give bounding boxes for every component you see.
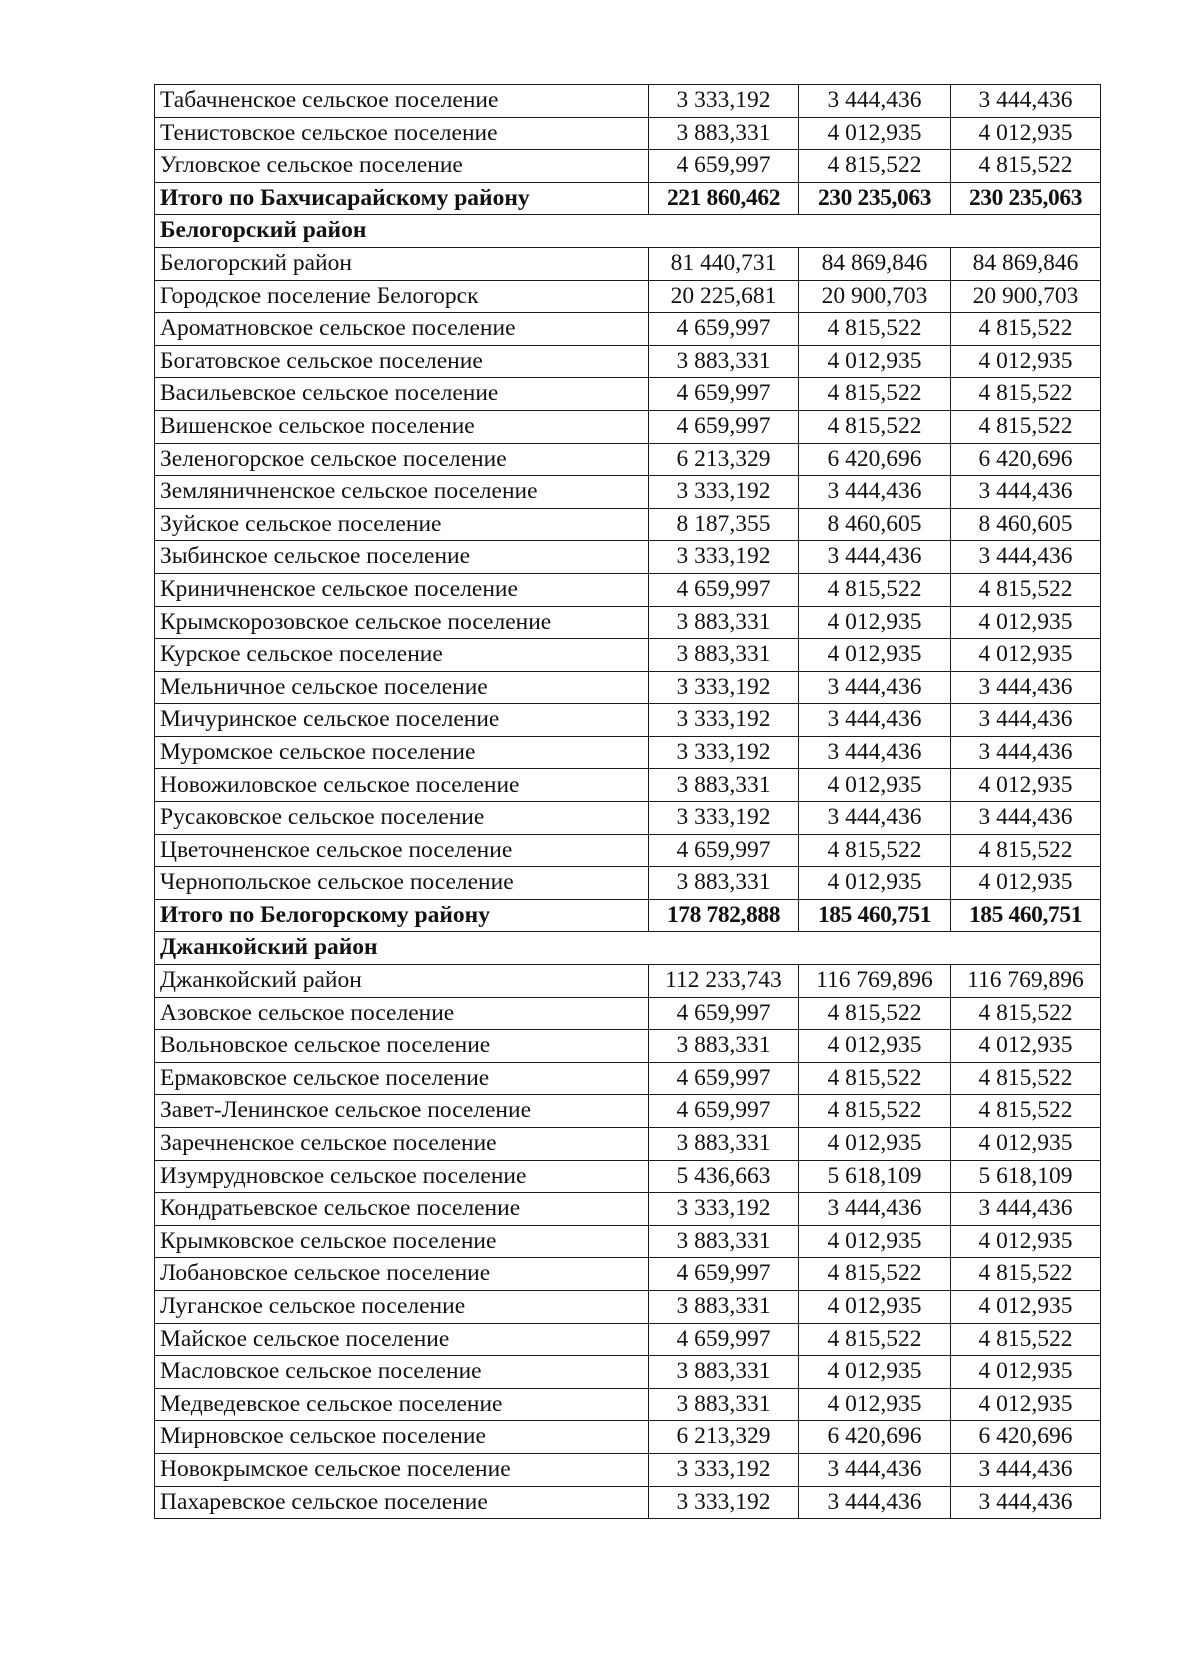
settlement-name: Ермаковское сельское поселение bbox=[155, 1062, 649, 1095]
settlement-row bbox=[155, 117, 1101, 150]
amount-2: 4 012,935 bbox=[799, 1388, 951, 1421]
settlement-row bbox=[155, 150, 1101, 183]
settlement-row bbox=[155, 671, 1101, 704]
settlement-row bbox=[155, 867, 1101, 900]
amount-2: 3 444,436 bbox=[799, 541, 951, 574]
total-amount-2: 185 460,751 bbox=[799, 899, 951, 932]
amount-1: 3 883,331 bbox=[649, 867, 799, 900]
amount-1: 4 659,997 bbox=[649, 1323, 799, 1356]
amount-2: 4 815,522 bbox=[799, 150, 951, 183]
amount-1: 3 333,192 bbox=[649, 704, 799, 737]
amount-1: 4 659,997 bbox=[649, 997, 799, 1030]
amount-1: 3 883,331 bbox=[649, 1128, 799, 1161]
amount-2: 4 815,522 bbox=[799, 834, 951, 867]
amount-2: 4 815,522 bbox=[799, 1062, 951, 1095]
settlement-row bbox=[155, 280, 1101, 313]
settlement-name: Чернопольское сельское поселение bbox=[155, 867, 649, 900]
settlement-name: Новожиловское сельское поселение bbox=[155, 769, 649, 802]
amount-2: 4 012,935 bbox=[799, 606, 951, 639]
amount-2: 3 444,436 bbox=[799, 85, 951, 118]
settlement-name: Мирновское сельское поселение bbox=[155, 1421, 649, 1454]
settlement-row bbox=[155, 247, 1101, 280]
settlement-row bbox=[155, 1062, 1101, 1095]
amount-3: 4 815,522 bbox=[951, 1095, 1101, 1128]
settlement-name: Зыбинское сельское поселение bbox=[155, 541, 649, 574]
amount-3: 4 815,522 bbox=[951, 313, 1101, 346]
amount-3: 3 444,436 bbox=[951, 85, 1101, 118]
settlement-row bbox=[155, 639, 1101, 672]
amount-3: 4 012,935 bbox=[951, 117, 1101, 150]
amount-2: 84 869,846 bbox=[799, 247, 951, 280]
settlement-name: Новокрымское сельское поселение bbox=[155, 1453, 649, 1486]
settlement-row bbox=[155, 508, 1101, 541]
settlement-name: Русаковское сельское поселение bbox=[155, 802, 649, 835]
amount-3: 4 815,522 bbox=[951, 1062, 1101, 1095]
amount-2: 3 444,436 bbox=[799, 671, 951, 704]
settlement-name: Васильевское сельское поселение bbox=[155, 378, 649, 411]
settlement-name: Муромское сельское поселение bbox=[155, 736, 649, 769]
total-label: Итого по Бахчисарайскому району bbox=[155, 182, 649, 215]
amount-2: 3 444,436 bbox=[799, 1453, 951, 1486]
settlement-row bbox=[155, 1486, 1101, 1519]
amount-2: 4 012,935 bbox=[799, 345, 951, 378]
amount-3: 4 815,522 bbox=[951, 1323, 1101, 1356]
amount-1: 3 883,331 bbox=[649, 345, 799, 378]
amount-1: 3 333,192 bbox=[649, 671, 799, 704]
amount-2: 6 420,696 bbox=[799, 1421, 951, 1454]
amount-1: 3 333,192 bbox=[649, 736, 799, 769]
settlement-row bbox=[155, 573, 1101, 606]
amount-3: 4 815,522 bbox=[951, 573, 1101, 606]
settlement-name: Табачненское сельское поселение bbox=[155, 85, 649, 118]
amount-2: 3 444,436 bbox=[799, 736, 951, 769]
amount-3: 4 012,935 bbox=[951, 769, 1101, 802]
amount-2: 4 012,935 bbox=[799, 1290, 951, 1323]
settlement-row bbox=[155, 834, 1101, 867]
settlement-row bbox=[155, 1421, 1101, 1454]
amount-3: 6 420,696 bbox=[951, 1421, 1101, 1454]
settlement-name: Вольновское сельское поселение bbox=[155, 1030, 649, 1063]
amount-3: 4 012,935 bbox=[951, 606, 1101, 639]
settlement-name: Крымковское сельское поселение bbox=[155, 1225, 649, 1258]
amount-3: 3 444,436 bbox=[951, 1453, 1101, 1486]
amount-1: 3 883,331 bbox=[649, 606, 799, 639]
amount-1: 3 883,331 bbox=[649, 639, 799, 672]
settlement-row bbox=[155, 1030, 1101, 1063]
settlement-row bbox=[155, 704, 1101, 737]
amount-2: 4 012,935 bbox=[799, 1225, 951, 1258]
amount-2: 4 815,522 bbox=[799, 313, 951, 346]
settlement-row bbox=[155, 313, 1101, 346]
amount-1: 4 659,997 bbox=[649, 834, 799, 867]
amount-3: 5 618,109 bbox=[951, 1160, 1101, 1193]
total-amount-3: 185 460,751 bbox=[951, 899, 1101, 932]
amount-3: 20 900,703 bbox=[951, 280, 1101, 313]
settlement-name: Кондратьевское сельское поселение bbox=[155, 1193, 649, 1226]
settlement-name: Вишенское сельское поселение bbox=[155, 410, 649, 443]
settlement-name: Зуйское сельское поселение bbox=[155, 508, 649, 541]
settlement-name: Лобановское сельское поселение bbox=[155, 1258, 649, 1291]
settlement-name: Угловское сельское поселение bbox=[155, 150, 649, 183]
settlement-name: Крымскорозовское сельское поселение bbox=[155, 606, 649, 639]
amount-3: 8 460,605 bbox=[951, 508, 1101, 541]
amount-3: 4 012,935 bbox=[951, 345, 1101, 378]
settlement-row bbox=[155, 410, 1101, 443]
settlement-row bbox=[155, 997, 1101, 1030]
settlement-row bbox=[155, 378, 1101, 411]
settlement-row bbox=[155, 802, 1101, 835]
amount-2: 4 012,935 bbox=[799, 1128, 951, 1161]
amount-2: 3 444,436 bbox=[799, 476, 951, 509]
amount-3: 3 444,436 bbox=[951, 802, 1101, 835]
settlement-name: Криничненское сельское поселение bbox=[155, 573, 649, 606]
amount-1: 20 225,681 bbox=[649, 280, 799, 313]
amount-2: 4 012,935 bbox=[799, 867, 951, 900]
amount-1: 5 436,663 bbox=[649, 1160, 799, 1193]
amount-3: 4 012,935 bbox=[951, 1030, 1101, 1063]
amount-1: 4 659,997 bbox=[649, 1258, 799, 1291]
settlement-row bbox=[155, 1356, 1101, 1389]
district-total-row bbox=[155, 182, 1101, 215]
settlement-row bbox=[155, 443, 1101, 476]
settlement-name: Цветочненское сельское поселение bbox=[155, 834, 649, 867]
settlement-row bbox=[155, 1388, 1101, 1421]
amount-1: 4 659,997 bbox=[649, 378, 799, 411]
settlement-name: Медведевское сельское поселение bbox=[155, 1388, 649, 1421]
settlement-name: Майское сельское поселение bbox=[155, 1323, 649, 1356]
amount-1: 3 883,331 bbox=[649, 769, 799, 802]
amount-3: 116 769,896 bbox=[951, 965, 1101, 998]
settlement-name: Мельничное сельское поселение bbox=[155, 671, 649, 704]
settlement-row bbox=[155, 1453, 1101, 1486]
amount-2: 4 815,522 bbox=[799, 1258, 951, 1291]
amount-1: 4 659,997 bbox=[649, 1062, 799, 1095]
amount-1: 3 883,331 bbox=[649, 117, 799, 150]
district-section-title: Белогорский район bbox=[155, 215, 1101, 248]
total-amount-3: 230 235,063 bbox=[951, 182, 1101, 215]
amount-1: 3 333,192 bbox=[649, 541, 799, 574]
settlement-name: Тенистовское сельское поселение bbox=[155, 117, 649, 150]
settlement-row bbox=[155, 1193, 1101, 1226]
total-amount-2: 230 235,063 bbox=[799, 182, 951, 215]
settlement-name: Земляничненское сельское поселение bbox=[155, 476, 649, 509]
amount-3: 4 012,935 bbox=[951, 1290, 1101, 1323]
amount-2: 20 900,703 bbox=[799, 280, 951, 313]
amount-3: 4 815,522 bbox=[951, 834, 1101, 867]
settlement-row bbox=[155, 1258, 1101, 1291]
settlement-row bbox=[155, 1225, 1101, 1258]
settlement-name: Городское поселение Белогорск bbox=[155, 280, 649, 313]
settlement-name: Масловское сельское поселение bbox=[155, 1356, 649, 1389]
settlement-row bbox=[155, 965, 1101, 998]
amount-3: 4 815,522 bbox=[951, 150, 1101, 183]
settlement-name: Ароматновское сельское поселение bbox=[155, 313, 649, 346]
amount-3: 4 815,522 bbox=[951, 410, 1101, 443]
amount-1: 3 333,192 bbox=[649, 802, 799, 835]
amount-2: 4 815,522 bbox=[799, 573, 951, 606]
table-body bbox=[155, 85, 1101, 1519]
amount-2: 116 769,896 bbox=[799, 965, 951, 998]
settlement-name: Белогорский район bbox=[155, 247, 649, 280]
settlement-name: Завет-Ленинское сельское поселение bbox=[155, 1095, 649, 1128]
amount-3: 4 815,522 bbox=[951, 378, 1101, 411]
settlement-row bbox=[155, 85, 1101, 118]
amount-3: 3 444,436 bbox=[951, 1486, 1101, 1519]
amount-2: 4 012,935 bbox=[799, 639, 951, 672]
settlement-name: Мичуринское сельское поселение bbox=[155, 704, 649, 737]
amount-3: 3 444,436 bbox=[951, 704, 1101, 737]
amount-1: 3 883,331 bbox=[649, 1225, 799, 1258]
amount-2: 4 815,522 bbox=[799, 1323, 951, 1356]
amount-2: 3 444,436 bbox=[799, 704, 951, 737]
amount-3: 3 444,436 bbox=[951, 671, 1101, 704]
settlement-name: Джанкойский район bbox=[155, 965, 649, 998]
settlement-row bbox=[155, 1323, 1101, 1356]
settlement-name: Азовское сельское поселение bbox=[155, 997, 649, 1030]
amount-3: 3 444,436 bbox=[951, 1193, 1101, 1226]
amount-2: 4 012,935 bbox=[799, 769, 951, 802]
total-amount-1: 221 860,462 bbox=[649, 182, 799, 215]
amount-2: 6 420,696 bbox=[799, 443, 951, 476]
amount-2: 4 815,522 bbox=[799, 410, 951, 443]
amount-2: 4 815,522 bbox=[799, 997, 951, 1030]
amount-3: 3 444,436 bbox=[951, 736, 1101, 769]
amount-1: 6 213,329 bbox=[649, 443, 799, 476]
settlement-name: Луганское сельское поселение bbox=[155, 1290, 649, 1323]
amount-1: 112 233,743 bbox=[649, 965, 799, 998]
settlement-name: Пахаревское сельское поселение bbox=[155, 1486, 649, 1519]
total-amount-1: 178 782,888 bbox=[649, 899, 799, 932]
district-section-title: Джанкойский район bbox=[155, 932, 1101, 965]
amount-1: 4 659,997 bbox=[649, 1095, 799, 1128]
amount-3: 4 012,935 bbox=[951, 639, 1101, 672]
amount-1: 4 659,997 bbox=[649, 313, 799, 346]
amount-3: 4 815,522 bbox=[951, 997, 1101, 1030]
settlement-row bbox=[155, 606, 1101, 639]
amount-2: 4 815,522 bbox=[799, 378, 951, 411]
settlement-name: Заречненское сельское поселение bbox=[155, 1128, 649, 1161]
budget-allocation-table bbox=[154, 84, 1101, 1519]
amount-3: 4 012,935 bbox=[951, 1356, 1101, 1389]
district-total-row bbox=[155, 899, 1101, 932]
amount-1: 3 883,331 bbox=[649, 1030, 799, 1063]
amount-3: 4 012,935 bbox=[951, 1128, 1101, 1161]
amount-2: 8 460,605 bbox=[799, 508, 951, 541]
amount-3: 4 012,935 bbox=[951, 1388, 1101, 1421]
amount-1: 3 333,192 bbox=[649, 1453, 799, 1486]
amount-2: 4 815,522 bbox=[799, 1095, 951, 1128]
amount-1: 3 333,192 bbox=[649, 476, 799, 509]
settlement-row bbox=[155, 476, 1101, 509]
amount-2: 3 444,436 bbox=[799, 802, 951, 835]
amount-3: 6 420,696 bbox=[951, 443, 1101, 476]
settlement-row bbox=[155, 1128, 1101, 1161]
amount-1: 3 883,331 bbox=[649, 1290, 799, 1323]
amount-1: 3 333,192 bbox=[649, 1486, 799, 1519]
district-section-row bbox=[155, 215, 1101, 248]
settlement-name: Курское сельское поселение bbox=[155, 639, 649, 672]
amount-3: 84 869,846 bbox=[951, 247, 1101, 280]
total-label: Итого по Белогорскому району bbox=[155, 899, 649, 932]
amount-2: 3 444,436 bbox=[799, 1193, 951, 1226]
settlement-name: Зеленогорское сельское поселение bbox=[155, 443, 649, 476]
amount-2: 4 012,935 bbox=[799, 117, 951, 150]
amount-3: 3 444,436 bbox=[951, 476, 1101, 509]
settlement-row bbox=[155, 1160, 1101, 1193]
amount-1: 81 440,731 bbox=[649, 247, 799, 280]
amount-3: 4 815,522 bbox=[951, 1258, 1101, 1291]
settlement-name: Изумрудновское сельское поселение bbox=[155, 1160, 649, 1193]
settlement-row bbox=[155, 736, 1101, 769]
amount-1: 4 659,997 bbox=[649, 573, 799, 606]
amount-1: 4 659,997 bbox=[649, 410, 799, 443]
settlement-row bbox=[155, 769, 1101, 802]
district-section-row bbox=[155, 932, 1101, 965]
amount-2: 4 012,935 bbox=[799, 1030, 951, 1063]
amount-2: 5 618,109 bbox=[799, 1160, 951, 1193]
amount-3: 3 444,436 bbox=[951, 541, 1101, 574]
settlement-row bbox=[155, 541, 1101, 574]
settlement-name: Богатовское сельское поселение bbox=[155, 345, 649, 378]
amount-1: 6 213,329 bbox=[649, 1421, 799, 1454]
settlement-row bbox=[155, 1095, 1101, 1128]
amount-1: 8 187,355 bbox=[649, 508, 799, 541]
settlement-row bbox=[155, 345, 1101, 378]
amount-3: 4 012,935 bbox=[951, 1225, 1101, 1258]
settlement-row bbox=[155, 1290, 1101, 1323]
amount-3: 4 012,935 bbox=[951, 867, 1101, 900]
amount-1: 3 333,192 bbox=[649, 1193, 799, 1226]
amount-1: 4 659,997 bbox=[649, 150, 799, 183]
amount-2: 3 444,436 bbox=[799, 1486, 951, 1519]
amount-1: 3 883,331 bbox=[649, 1388, 799, 1421]
amount-1: 3 333,192 bbox=[649, 85, 799, 118]
amount-1: 3 883,331 bbox=[649, 1356, 799, 1389]
amount-2: 4 012,935 bbox=[799, 1356, 951, 1389]
